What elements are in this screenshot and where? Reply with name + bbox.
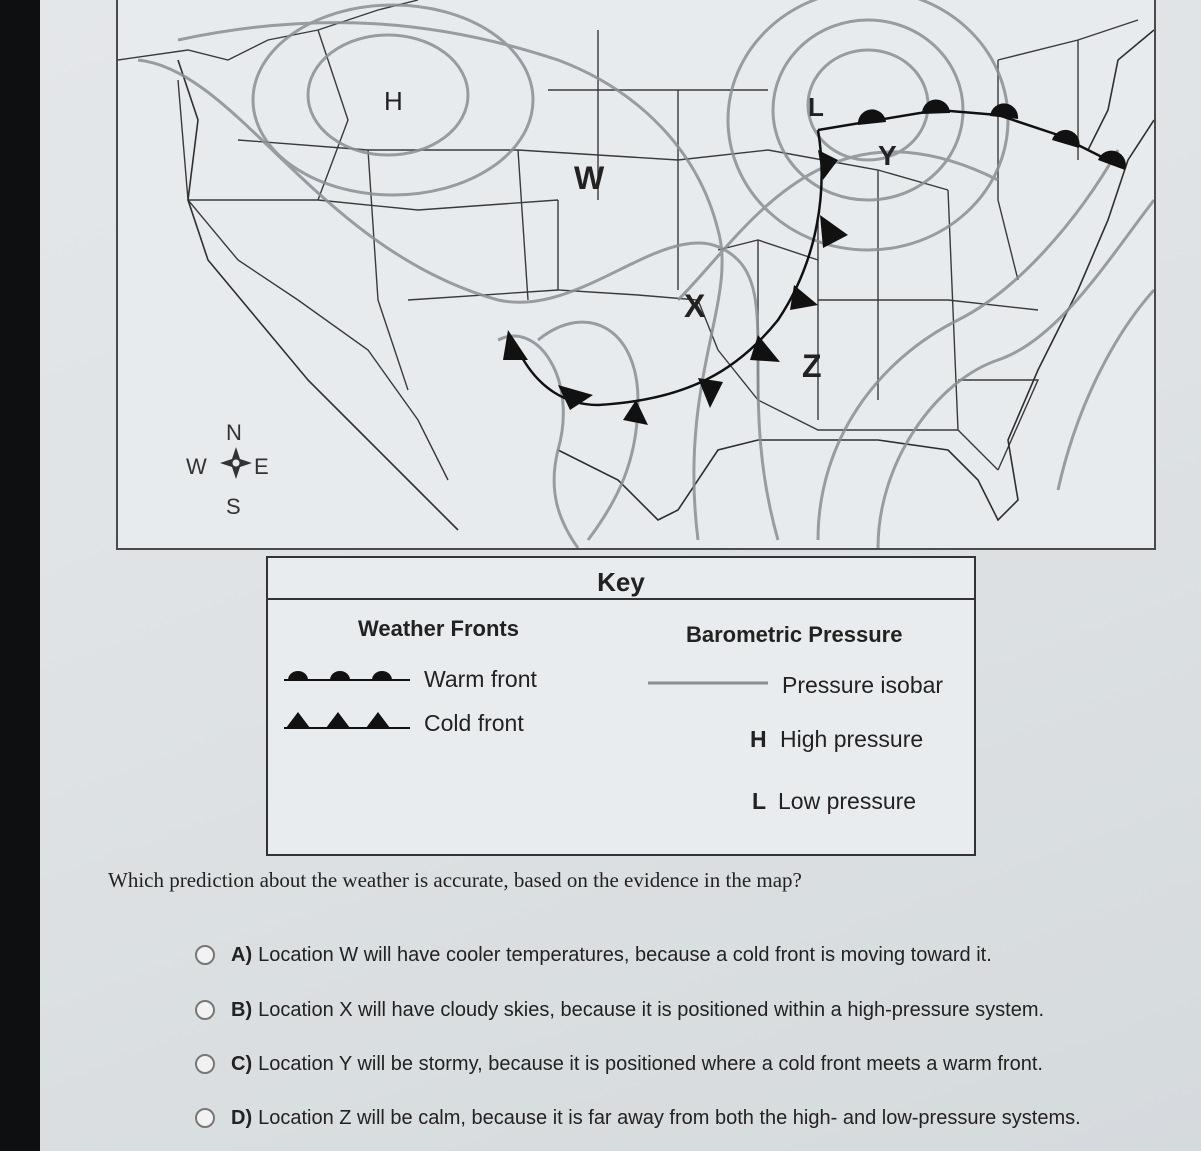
radio-option-d[interactable] [195,1108,215,1128]
map-location-y: Y [878,140,897,171]
map-drawing [118,0,1154,548]
key-title: Key [268,558,974,600]
compass-north: N [226,420,242,445]
option-a-letter: A) [231,943,253,966]
radio-option-a[interactable] [195,945,215,965]
compass-rose-icon [220,447,252,479]
map-low-label: L [808,92,824,122]
isobars [138,0,1154,548]
compass-east: E [254,454,269,479]
map-location-x: X [684,288,706,324]
cold-front-label: Cold front [424,710,524,736]
low-symbol: L [752,788,767,814]
option-b-letter: B) [231,998,253,1021]
warm-front-symbol-icon [284,666,414,686]
screen-bezel [0,0,40,1151]
compass-south: S [226,494,241,519]
pressure-heading: Barometric Pressure [686,622,903,647]
option-c-letter: C) [231,1052,253,1075]
cold-front [503,130,848,425]
answer-option-a[interactable] [195,940,992,970]
screen [40,0,1201,1151]
option-d-letter: D) [231,1106,253,1129]
map-high-label: H [384,86,403,116]
map-key [266,556,976,856]
answer-option-c[interactable] [195,1049,1043,1079]
option-d-text: Location Z will be calm, because it is far away from both the high- and low-pressure systems. [258,1106,1081,1129]
compass-west: W [186,454,207,479]
fronts-heading: Weather Fronts [358,616,519,641]
option-b-text: Location X will have cloudy skies, because it is positioned within a high-pressure system. [258,998,1045,1021]
low-pressure-label: Low pressure [778,788,917,814]
high-symbol: H [750,726,767,752]
map-location-w: W [574,160,605,196]
high-pressure-label: High pressure [780,726,924,752]
question-text: Which prediction about the weather is accurate, based on the evidence in the map? [108,868,802,892]
isobar-symbol-icon [648,678,770,688]
cold-front-symbol-icon [284,708,414,732]
weather-map [116,0,1156,550]
option-a-text: Location W will have cooler temperatures, because a cold front is moving toward it. [258,943,992,966]
radio-option-b[interactable] [195,1000,215,1020]
answer-option-b[interactable] [195,995,1044,1025]
isobar-label: Pressure isobar [782,672,944,698]
radio-option-c[interactable] [195,1054,215,1074]
warm-front-label: Warm front [424,666,537,692]
answer-option-d[interactable] [195,1103,1081,1133]
option-c-text: Location Y will be stormy, because it is positioned where a cold front meets a warm front. [258,1052,1043,1075]
map-location-z: Z [802,348,822,384]
state-borders [118,0,1138,480]
